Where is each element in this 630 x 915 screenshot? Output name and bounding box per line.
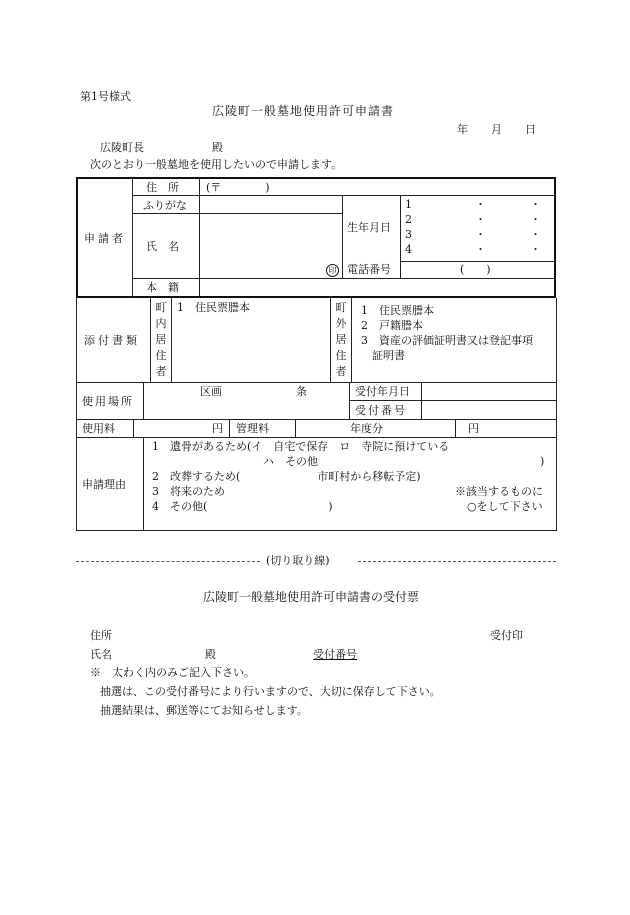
- furigana-label: ふりがな: [143, 199, 187, 212]
- resident-out-item: 3 資産の評価証明書又は登記事項: [361, 334, 533, 347]
- reason-option-3[interactable]: 3 将来のため: [152, 485, 225, 498]
- address-input[interactable]: (〒 ): [206, 181, 270, 194]
- receipt-number-label: 受付番号: [313, 648, 357, 661]
- resident-in-label: 町 内 居 住 者: [155, 301, 167, 378]
- usage-fee-label: 使用料: [82, 422, 115, 435]
- name-input[interactable]: [202, 216, 322, 260]
- seal-mark: 印: [326, 264, 339, 277]
- era-option-4[interactable]: 4: [405, 243, 412, 256]
- address-label: 住 所: [146, 181, 179, 194]
- dob-dots: ・ ・: [475, 198, 541, 211]
- era-option-3[interactable]: 3: [405, 228, 412, 241]
- page-title: 広陵町一般墓地使用許可申請書: [212, 104, 395, 118]
- dob-label: 生年月日: [347, 221, 391, 234]
- phone-input[interactable]: ( ): [460, 263, 491, 276]
- reason-option-1-other[interactable]: ハ その他: [263, 455, 318, 468]
- furigana-input[interactable]: [202, 197, 340, 212]
- receipt-note: 抽選は、この受付番号により行いますので、大切に保存して下さい。: [100, 685, 441, 698]
- mgmt-fee-yen: 円: [468, 422, 479, 435]
- attachments-label: 添付書類: [84, 334, 140, 347]
- resident-out-item: 1 住民票謄本: [361, 304, 434, 317]
- dob-dots: ・ ・: [475, 213, 541, 226]
- received-date-label: 受付年月日: [355, 385, 410, 398]
- received-stamp-label: 受付印: [490, 629, 523, 642]
- phone-label: 電話番号: [347, 263, 391, 276]
- date-year: 年: [457, 123, 468, 136]
- reason-note: ※該当するものに: [455, 485, 543, 498]
- cut-line-label: (切り取り線): [266, 554, 330, 567]
- resident-out-item: 2 戸籍謄本: [361, 319, 423, 332]
- form-number: 第1号様式: [80, 90, 131, 103]
- reason-option-1[interactable]: 1 遺骨があるため(イ 自宅で保存 ロ 寺院に預けている: [152, 440, 450, 453]
- resident-in-item: 1 住民票謄本: [177, 301, 250, 314]
- applicant-label: 申請者: [84, 232, 126, 245]
- received-no-label: 受付番号: [355, 404, 407, 417]
- domicile-input[interactable]: [202, 280, 552, 295]
- reason-option-2[interactable]: 2 改葬するため( 市町村から移転予定): [152, 470, 421, 483]
- era-option-2[interactable]: 2: [405, 213, 412, 226]
- addressee-honorific: 殿: [212, 141, 223, 154]
- receipt-note: ※ 太わく内のみご記入下さい。: [90, 666, 255, 679]
- reason-option-4[interactable]: 4 その他( ): [152, 500, 333, 513]
- cut-line-right: [358, 561, 556, 562]
- receipt-note: 抽選結果は、郵送等にてお知らせします。: [100, 704, 308, 717]
- domicile-label: 本 籍: [146, 281, 179, 294]
- intro-text: 次のとおり一般墓地を使用したいので申請します。: [90, 158, 343, 171]
- reason-note: ○をして下さい: [467, 500, 543, 513]
- addressee-name: 広陵町長: [100, 141, 144, 154]
- lot-unit: 条: [296, 385, 307, 398]
- section-unit: 区画: [200, 385, 222, 398]
- resident-out-label: 町 外 居 住 者: [335, 301, 347, 378]
- usage-fee-yen: 円: [212, 422, 223, 435]
- resident-out-item: 証明書: [361, 349, 405, 362]
- receipt-honorific: 殿: [205, 648, 216, 661]
- mgmt-fee-label: 管理料: [236, 422, 269, 435]
- date-month: 月: [491, 123, 502, 136]
- dob-dots: ・ ・: [475, 243, 541, 256]
- receipt-name-label: 氏名: [90, 648, 112, 661]
- era-option-1[interactable]: 1: [405, 198, 412, 211]
- receipt-address-label: 住所: [90, 629, 112, 642]
- reason-close-paren: ): [540, 455, 545, 468]
- date-day: 日: [525, 123, 536, 136]
- reason-label: 申請理由: [82, 478, 126, 491]
- cut-line-left: [76, 561, 260, 562]
- dob-dots: ・ ・: [475, 228, 541, 241]
- location-label: 使用場所: [82, 395, 134, 408]
- name-label: 氏 名: [146, 240, 179, 253]
- fiscal-year-label: 年度分: [350, 422, 383, 435]
- receipt-title: 広陵町一般墓地使用許可申請書の受付票: [203, 590, 420, 604]
